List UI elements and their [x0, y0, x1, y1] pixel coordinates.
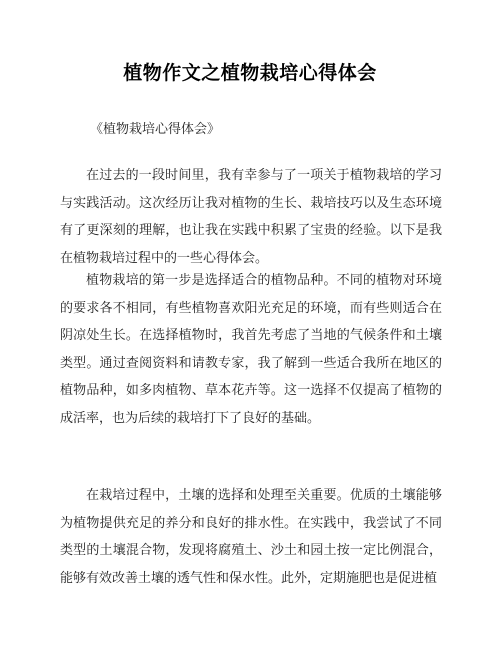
document-subtitle: 《植物栽培心得体会》 — [90, 122, 221, 137]
paragraph-2: 植物栽培的第一步是选择适合的植物品种。不同的植物对环境的要求各不相同，有些植物喜欢阳光充足的环境，而有些则适合在阴凉处生长。在选择植物时，我首先考虑了当地的气候条件和土壤类型。通过查阅资料和请教专家，我了解到一些适合我所在地区的植物品种，如多肉植物、草本花卉等。这一选择不仅提高了植物的成活率，也为后续的栽培打下了良好的基础。 — [60, 273, 442, 426]
paragraph-1: 在过去的一段时间里，我有幸参与了一项关于植物栽培的学习与实践活动。这次经历让我对植物的生长、栽培技巧以及生态环境有了更深刻的理解，也让我在实践中积累了宝贵的经验。以下是我在植物栽培过程中的一些心得体会。 — [60, 168, 442, 266]
paragraph-3: 在栽培过程中，土壤的选择和处理至关重要。优质的土壤能够为植物提供充足的养分和良好的排水性。在实践中，我尝试了不同类型的土壤混合物，发现将腐殖土、沙土和园土按一定比例混合，能够有效改善土壤的透气性和保水性。此外，定期施肥也是促进植 — [60, 488, 442, 586]
document-title: 植物作文之植物栽培心得体会 — [123, 62, 377, 84]
